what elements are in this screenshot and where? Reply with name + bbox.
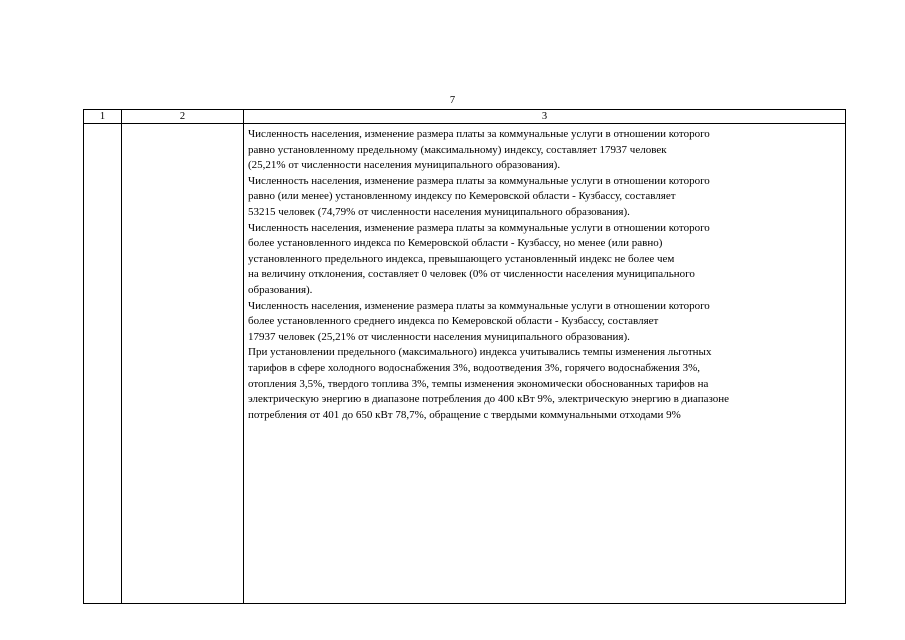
page-number: 7 bbox=[449, 95, 456, 106]
text-line: Численность населения, изменение размера платы за коммунальные услуги в отношении которого bbox=[248, 299, 710, 312]
document-table bbox=[83, 109, 846, 604]
table-header-row bbox=[84, 110, 846, 124]
column-header-1: 1 bbox=[84, 110, 122, 124]
column-header-2: 2 bbox=[122, 110, 244, 124]
cell-column-2 bbox=[122, 124, 244, 604]
cell-column-3 bbox=[244, 124, 846, 604]
table-body-row bbox=[84, 124, 846, 604]
text-line: установленного предельного индекса, превышающего установленный индекс не более чем bbox=[248, 252, 675, 265]
text-line: потребления от 401 до 650 кВт 78,7%, обращение с твердыми коммунальными отходами 9% bbox=[248, 408, 681, 421]
column-header-3: 3 bbox=[244, 110, 846, 124]
text-line: 53215 человек (74,79% от численности населения муниципального образования). bbox=[248, 205, 630, 218]
cell-column-1 bbox=[84, 124, 122, 604]
text-line: 17937 человек (25,21% от численности населения муниципального образования). bbox=[248, 330, 630, 343]
text-line: равно установленному предельному (максимальному) индексу, составляет 17937 человек bbox=[248, 143, 667, 156]
text-line: (25,21% от численности населения муниципального образования). bbox=[248, 159, 561, 172]
text-line: равно (или менее) установленному индексу по Кемеровской области - Кузбассу, составляет bbox=[248, 190, 676, 203]
text-line: более установленного индекса по Кемеровской области - Кузбассу, но менее (или равно) bbox=[248, 237, 663, 250]
text-line: Численность населения, изменение размера платы за коммунальные услуги в отношении которого bbox=[248, 174, 710, 187]
text-line: тарифов в сфере холодного водоснабжения 3%, водоотведения 3%, горячего водоснабжения 3%, bbox=[248, 361, 701, 374]
text-line: электрическую энергию в диапазоне потребления до 400 кВт 9%, электрическую энергию в диапазоне bbox=[248, 393, 730, 406]
text-line: При установлении предельного (максимального) индекса учитывались темпы изменения льготных bbox=[248, 346, 712, 359]
text-line: отопления 3,5%, твердого топлива 3%, темпы изменения экономически обоснованных тарифов на bbox=[248, 377, 709, 390]
text-line: на величину отклонения, составляет 0 человек (0% от численности населения муниципального bbox=[248, 268, 695, 281]
text-line: более установленного среднего индекса по Кемеровской области - Кузбассу, составляет bbox=[248, 315, 659, 328]
text-line: Численность населения, изменение размера платы за коммунальные услуги в отношении которого bbox=[248, 128, 710, 140]
text-line: Численность населения, изменение размера платы за коммунальные услуги в отношении которого bbox=[248, 221, 710, 234]
text-line: образования). bbox=[248, 283, 313, 296]
